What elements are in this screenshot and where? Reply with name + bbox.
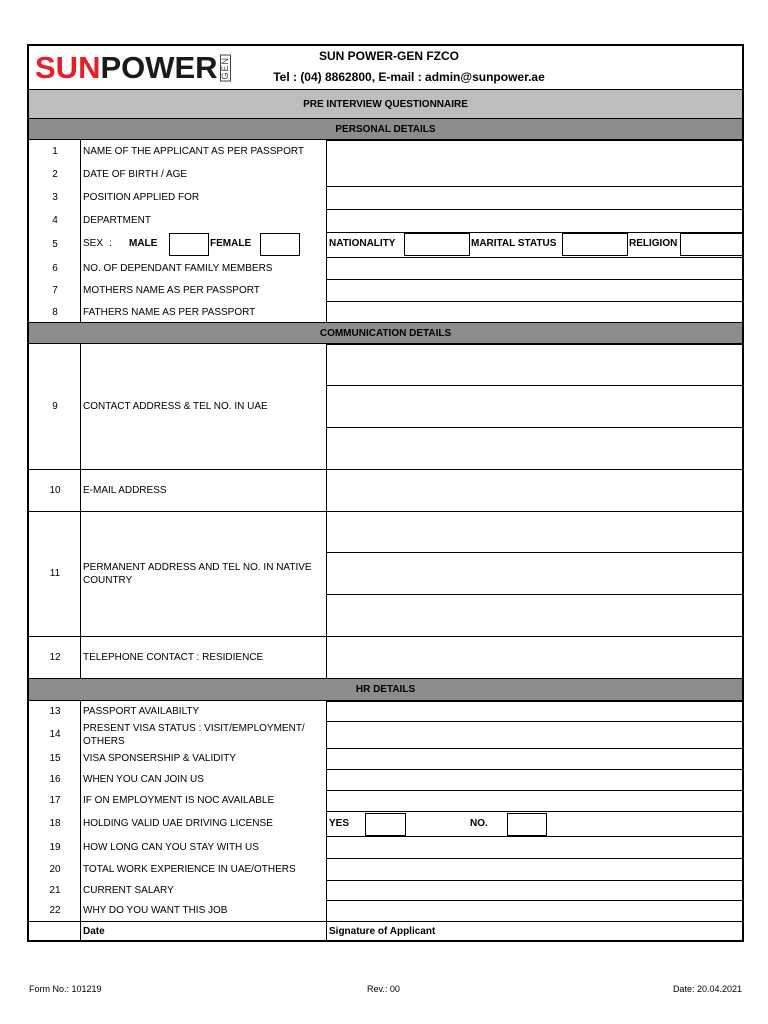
form-title: PRE INTERVIEW QUESTIONNAIRE bbox=[27, 89, 744, 119]
license-yes-label: YES bbox=[329, 818, 350, 829]
license-no-label: NO. bbox=[470, 818, 488, 829]
row-label: POSITION APPLIED FOR bbox=[80, 186, 327, 209]
contact-address-line-2[interactable] bbox=[326, 385, 744, 428]
current-salary-field[interactable] bbox=[326, 880, 744, 901]
work-experience-field[interactable] bbox=[326, 858, 744, 881]
permanent-address-line-1[interactable] bbox=[326, 511, 744, 553]
date-label: Date bbox=[80, 921, 327, 942]
row-label: DATE OF BIRTH / AGE bbox=[80, 163, 327, 186]
residence-phone-field[interactable] bbox=[326, 636, 744, 679]
row-label: TELEPHONE CONTACT : RESIDIENCE bbox=[80, 636, 327, 679]
section-hr-details: HR DETAILS bbox=[27, 678, 744, 701]
row-label: NAME OF THE APPLICANT AS PER PASSPORT bbox=[80, 140, 327, 163]
contact-address-line-3[interactable] bbox=[326, 427, 744, 470]
section-personal-details: PERSONAL DETAILS bbox=[27, 118, 744, 140]
sex-row bbox=[80, 232, 327, 257]
row-number: 14 bbox=[27, 721, 81, 748]
visa-status-field[interactable] bbox=[326, 721, 744, 749]
male-label: MALE bbox=[129, 238, 158, 249]
row-number: 4 bbox=[27, 209, 81, 232]
permanent-address-line-2[interactable] bbox=[326, 552, 744, 595]
row-label: PRESENT VISA STATUS : VISIT/EMPLOYMENT/ OTHERS bbox=[80, 721, 327, 748]
religion-label: RELIGION bbox=[629, 238, 678, 249]
row-number: 19 bbox=[27, 836, 81, 858]
row-number: 13 bbox=[27, 701, 81, 721]
nationality-row bbox=[326, 232, 744, 257]
row-label: HOLDING VALID UAE DRIVING LICENSE bbox=[80, 811, 327, 836]
logo-text-power: POWER bbox=[100, 50, 218, 85]
row-number: 6 bbox=[27, 257, 81, 279]
fathers-name-field[interactable] bbox=[326, 301, 744, 323]
license-yes-checkbox[interactable] bbox=[365, 813, 406, 836]
form-header bbox=[27, 44, 744, 90]
marital-status-field[interactable] bbox=[562, 233, 628, 256]
row-number: 3 bbox=[27, 186, 81, 209]
revision: Rev.: 00 bbox=[367, 984, 400, 994]
department-field[interactable] bbox=[326, 209, 744, 233]
license-row bbox=[326, 811, 744, 837]
female-checkbox[interactable] bbox=[260, 233, 300, 256]
row-number: 18 bbox=[27, 811, 81, 836]
row-label: CURRENT SALARY bbox=[80, 880, 327, 900]
row-label: WHY DO YOU WANT THIS JOB bbox=[80, 900, 327, 921]
row-label: TOTAL WORK EXPERIENCE IN UAE/OTHERS bbox=[80, 858, 327, 880]
section-communication-details: COMMUNICATION DETAILS bbox=[27, 322, 744, 344]
nationality-field[interactable] bbox=[404, 233, 470, 256]
row-label: DEPARTMENT bbox=[80, 209, 327, 232]
dependants-field[interactable] bbox=[326, 257, 744, 280]
row-number: 8 bbox=[27, 301, 81, 323]
religion-field[interactable] bbox=[680, 233, 743, 256]
job-reason-field[interactable] bbox=[326, 900, 744, 922]
signature-row-spacer bbox=[27, 921, 81, 942]
row-number: 9 bbox=[27, 344, 81, 470]
sunpower-logo bbox=[35, 50, 231, 85]
position-applied-field[interactable] bbox=[326, 186, 744, 210]
row-number: 10 bbox=[27, 469, 81, 512]
noc-availability-field[interactable] bbox=[326, 790, 744, 812]
row-label: SEX bbox=[83, 238, 104, 249]
mothers-name-field[interactable] bbox=[326, 279, 744, 302]
row-number: 17 bbox=[27, 790, 81, 811]
row-label: VISA SPONSERSHIP & VALIDITY bbox=[80, 748, 327, 769]
contact-address-line-1[interactable] bbox=[326, 344, 744, 386]
row-number: 22 bbox=[27, 900, 81, 921]
logo-text-gen: GEN bbox=[219, 57, 230, 80]
row-label: FATHERS NAME AS PER PASSPORT bbox=[80, 301, 327, 323]
applicant-name-dob-field[interactable] bbox=[326, 140, 744, 187]
form-date: Date: 20.04.2021 bbox=[672, 984, 742, 994]
row-number: 15 bbox=[27, 748, 81, 769]
signature-label: Signature of Applicant bbox=[326, 921, 744, 942]
row-label: E-MAIL ADDRESS bbox=[80, 469, 327, 512]
row-number: 16 bbox=[27, 769, 81, 790]
row-number: 7 bbox=[27, 279, 81, 301]
row-number: 2 bbox=[27, 163, 81, 186]
permanent-address-line-3[interactable] bbox=[326, 594, 744, 637]
row-number: 1 bbox=[27, 140, 81, 163]
nationality-label: NATIONALITY bbox=[329, 238, 396, 249]
sex-colon: : bbox=[109, 238, 112, 249]
stay-duration-field[interactable] bbox=[326, 836, 744, 859]
visa-sponsorship-field[interactable] bbox=[326, 748, 744, 770]
join-date-field[interactable] bbox=[326, 769, 744, 791]
row-label: WHEN YOU CAN JOIN US bbox=[80, 769, 327, 790]
passport-availability-field[interactable] bbox=[326, 701, 744, 722]
row-number: 20 bbox=[27, 858, 81, 880]
row-number: 5 bbox=[27, 232, 81, 257]
license-no-checkbox[interactable] bbox=[507, 813, 547, 836]
row-label: IF ON EMPLOYMENT IS NOC AVAILABLE bbox=[80, 790, 327, 811]
row-label: PASSPORT AVAILABILTY bbox=[80, 701, 327, 721]
row-label: HOW LONG CAN YOU STAY WITH US bbox=[80, 836, 327, 858]
company-contact: Tel : (04) 8862800, E-mail : admin@sunpower.ae bbox=[273, 70, 545, 84]
row-label: PERMANENT ADDRESS AND TEL NO. IN NATIVE COUNTRY bbox=[80, 511, 327, 637]
female-label: FEMALE bbox=[210, 238, 252, 249]
email-field[interactable] bbox=[326, 469, 744, 512]
row-number: 21 bbox=[27, 880, 81, 900]
form-number: Form No.: 101219 bbox=[29, 984, 102, 994]
row-number: 11 bbox=[27, 511, 81, 637]
male-checkbox[interactable] bbox=[169, 233, 209, 256]
row-label: MOTHERS NAME AS PER PASSPORT bbox=[80, 279, 327, 301]
marital-status-label: MARITAL STATUS bbox=[471, 238, 557, 249]
row-label: NO. OF DEPENDANT FAMILY MEMBERS bbox=[80, 257, 327, 279]
logo-text-sun: SUN bbox=[35, 50, 101, 85]
row-number: 12 bbox=[27, 636, 81, 679]
questionnaire-form bbox=[27, 44, 744, 942]
company-name: SUN POWER-GEN FZCO bbox=[319, 49, 459, 63]
row-label: CONTACT ADDRESS & TEL NO. IN UAE bbox=[80, 344, 327, 470]
